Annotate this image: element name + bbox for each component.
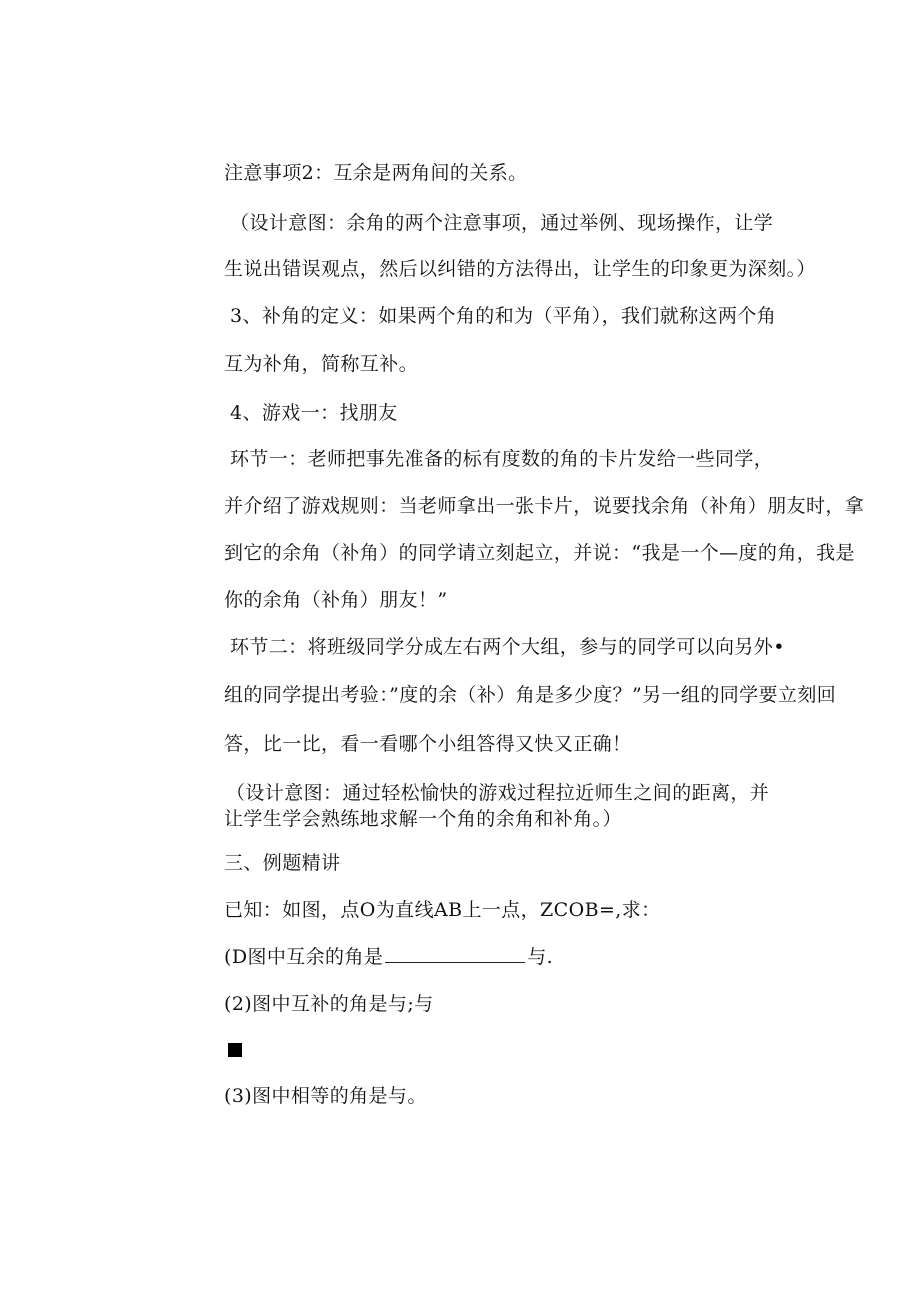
question-text: 与. — [527, 946, 554, 968]
text-line: 注意事项2：互余是两角间的关系。 — [224, 162, 528, 184]
text-line: 到它的余角（补角）的同学请立刻起立，并说：“我是一个—度的角，我是 — [224, 542, 855, 564]
question-line: (2)图中互补的角是与;与 — [224, 993, 434, 1015]
text-line: 组的同学提出考验：”度的余（补）角是多少度？”另一组的同学要立刻回 — [224, 684, 837, 706]
text-line: 3、补角的定义：如果两个角的和为（平角），我们就称这两个角 — [230, 305, 777, 327]
text-line: 生说出错误观点，然后以纠错的方法得出，让学生的印象更为深刻。） — [224, 258, 816, 280]
text-line: （设计意图：余角的两个注意事项，通过举例、现场操作，让学 — [230, 212, 774, 234]
section-heading: 三、例题精讲 — [224, 852, 341, 874]
question-line: (3)图中相等的角是与。 — [224, 1085, 427, 1107]
text-line: 并介绍了游戏规则：当老师拿出一张卡片，说要找余角（补角）朋友时，拿 — [224, 495, 865, 517]
text-line: 已知：如图，点O为直线AB上一点，ZCOB=,求： — [224, 899, 661, 921]
answer-blank — [385, 948, 525, 963]
question-text: (D图中互余的角是 — [224, 946, 384, 968]
text-line: 环节二：将班级同学分成左右两个大组，参与的同学可以向另外• — [230, 636, 785, 658]
text-line: 让学生学会熟练地求解一个角的余角和补角。） — [224, 808, 622, 830]
text-line: （设计意图：通过轻松愉快的游戏过程拉近师生之间的距离，并 — [226, 782, 770, 804]
text-line: 互为补角，简称互补。 — [224, 353, 419, 375]
text-line: 答，比一比，看一看哪个小组答得又快又正确！ — [224, 733, 632, 755]
black-square-mark — [228, 1043, 242, 1057]
text-line: 你的余角（补角）朋友！” — [224, 589, 448, 611]
question-line — [224, 944, 553, 970]
section-heading: 4、游戏一：找朋友 — [230, 402, 398, 424]
text-line: 环节一：老师把事先准备的标有度数的角的卡片发给一些同学， — [230, 448, 774, 470]
